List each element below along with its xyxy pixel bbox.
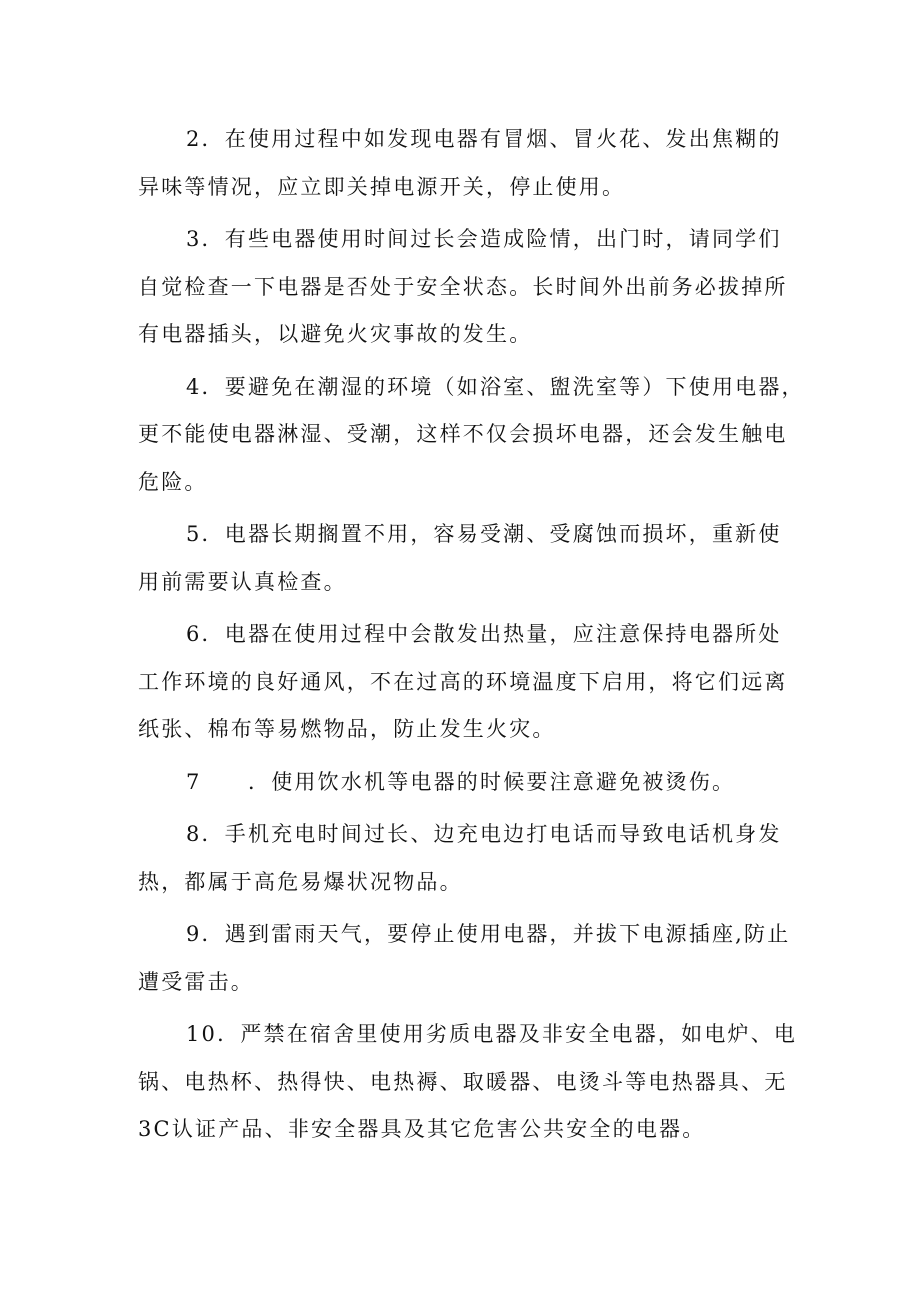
document-body	[138, 116, 805, 1159]
paragraph-line: 锅、电热杯、热得快、电热褥、取暖器、电烫斗等电热器具、无	[138, 1069, 788, 1094]
paragraph-line: 3．有些电器使用时间过长会造成险情，出门时，请同学们	[186, 227, 782, 251]
paragraph-item-9	[138, 911, 791, 1006]
paragraph-line: 工作环境的良好通风，不在过高的环境温度下启用，将它们远离	[138, 669, 788, 694]
paragraph-line: 更不能使电器淋湿、受潮，这样不仅会损坏电器，还会发生触电	[138, 422, 788, 446]
paragraph-line: 用前需要认真检查。	[138, 569, 347, 594]
paragraph-line: 5．电器长期搁置不用，容易受潮、受腐蚀而损坏，重新使	[186, 522, 782, 546]
paragraph-item-6	[138, 611, 786, 754]
paragraph-line: 纸张、棉布等易燃物品，防止发生火灾。	[138, 717, 556, 741]
paragraph-line: 10．严禁在宿舍里使用劣质电器及非安全电器，如电炉、电	[186, 1022, 798, 1046]
paragraph-line: 遭受雷击。	[138, 969, 254, 994]
paragraph-item-5	[138, 511, 786, 606]
paragraph-line: 3C认证产品、非安全器具及其它危害公共安全的电器。	[138, 1117, 706, 1141]
paragraph-line: 危险。	[138, 469, 208, 494]
paragraph-line: 2．在使用过程中如发现电器有冒烟、冒火花、发出焦糊的	[186, 127, 782, 151]
paragraph-line: 热，都属于高危易爆状况物品。	[138, 869, 463, 894]
paragraph-line: 6．电器在使用过程中会散发出热量，应注意保持电器所处	[186, 622, 782, 646]
paragraph-item-3	[138, 216, 786, 359]
paragraph-number: 7	[186, 769, 202, 794]
paragraph-item-2	[138, 116, 786, 211]
paragraph-line: 自觉检查一下电器是否处于安全状态。长时间外出前务必拔掉所	[138, 274, 788, 299]
paragraph-text: ．使用饮水机等电器的时候要注意避免被烫伤。	[248, 769, 736, 794]
paragraph-item-10	[138, 1011, 798, 1154]
paragraph-line: 4．要避免在潮湿的环境（如浴室、盥洗室等）下使用电器，	[186, 374, 805, 399]
paragraph-item-8	[138, 811, 786, 906]
paragraph-item-4	[138, 364, 805, 507]
paragraph-line	[138, 759, 786, 807]
paragraph-line: 8．手机充电时间过长、边充电边打电话而导致电话机身发	[186, 822, 782, 846]
paragraph-line: 9．遇到雷雨天气，要停止使用电器，并拔下电源插座,防止	[186, 922, 791, 946]
paragraph-line: 异味等情况，应立即关掉电源开关，停止使用。	[138, 174, 626, 199]
paragraph-line: 有电器插头，以避免火灾事故的发生。	[138, 322, 533, 346]
paragraph-item-7	[138, 759, 786, 807]
